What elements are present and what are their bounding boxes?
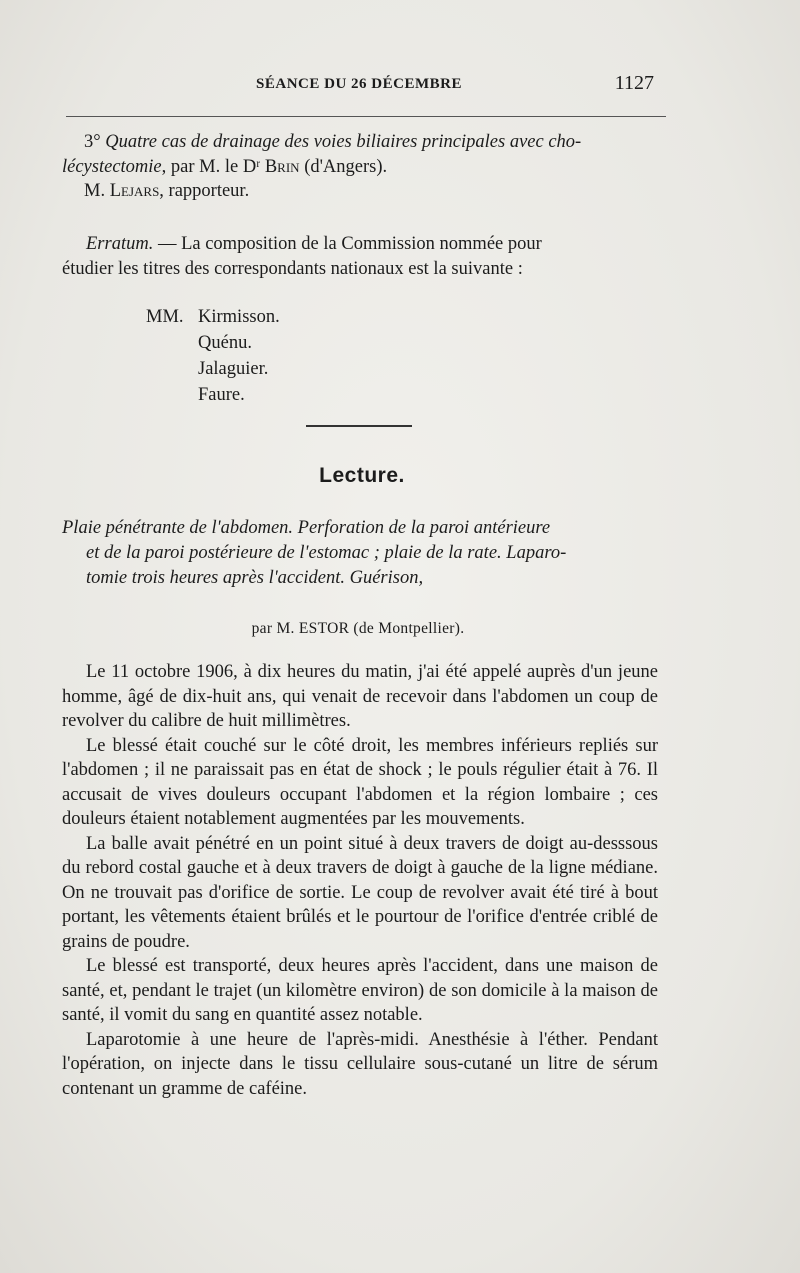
erratum-line-1 (62, 232, 658, 257)
item-title-cont: lécystectomie (62, 156, 162, 177)
section-title: Lecture. (319, 464, 405, 487)
header-rule (66, 116, 666, 117)
commission-row (146, 330, 280, 356)
item-number: 3° (84, 132, 101, 152)
item-author-place: (d'Angers). (299, 156, 388, 177)
item-title: Quatre cas de drainage des voies biliaires principales avec cho- (105, 132, 582, 152)
body-paragraph: Le 11 octobre 1906, à dix heures du matin, j'ai été appelé auprès d'un jeune homme, âgé de dix-huit ans, qui venait de recevoir dans l'abdomen un coup de revolver du calibre de huit millimètres. (62, 662, 658, 731)
item-3 (62, 130, 658, 204)
lecture-title-line: et de la paroi postérieure de l'estomac ; plaie de la rate. Laparo- (86, 543, 567, 563)
section-divider (306, 425, 412, 427)
rapporteur-suffix: , rapporteur. (159, 181, 250, 201)
running-title: SÉANCE DU 26 DÉCEMBRE (256, 76, 462, 92)
body-text (62, 660, 658, 1101)
lecture-title (62, 516, 658, 591)
rapporteur-name: Lejars (109, 181, 160, 201)
rapporteur-prefix: M. (84, 181, 110, 201)
commission-prefix: MM. (146, 307, 184, 327)
lecture-author: par M. ESTOR (de Montpellier). (251, 620, 465, 637)
body-paragraph: La balle avait pénétré en un point situé à deux travers de doigt au-desssous du rebord costal gauche et à deux travers de doigt à gauche de la ligne médiane. On ne trouvait pas d'orifice de sortie. Le coup de revolver avait été tiré à bout portant, les vêtements étaient brûlés et le pourtour de l'orifice d'entrée criblé de grains de poudre. (62, 833, 658, 952)
item-3-line-3 (62, 179, 658, 204)
body-paragraph: Le blessé est transporté, deux heures après l'accident, dans une maison de santé, et, pendant le trajet (un kilomètre environ) de son domicile à la maison de santé, il vomit du sang en quantité assez notable. (62, 956, 658, 1025)
body-paragraph: Laparotomie à une heure de l'après-midi. Anesthésie à l'éther. Pendant l'opération, on injecte dans le tissu cellulaire sous-cutané un litre de sérum contenant un gramme de caféine. (62, 1029, 658, 1099)
commission-row (146, 304, 280, 330)
item-3-line-1 (62, 130, 658, 155)
commission-member: Jalaguier. (198, 359, 269, 379)
commission-member: Faure. (198, 385, 245, 405)
item-author: Brin (264, 156, 300, 177)
commission-row (146, 382, 280, 408)
erratum (62, 232, 658, 281)
body-paragraph: Le blessé était couché sur le côté droit, les membres inférieurs repliés sur l'abdomen ; il ne paraissait pas en état de shock ; le pouls régulier était à 76. Il accusait de vives douleurs occupant l'abdomen et la région lombaire ; ces douleurs étaient notablement augmentées par les mouvements. (62, 735, 658, 829)
item-3-line-2 (62, 155, 658, 180)
lecture-title-line: tomie trois heures après l'accident. Guérison, (86, 568, 424, 588)
erratum-text-1: — La composition de la Commission nommée pour (153, 234, 542, 254)
commission-row (146, 356, 280, 382)
erratum-label: Erratum. (86, 234, 154, 254)
page-number: 1127 (614, 72, 654, 94)
item-byline: , par M. le Dʳ (161, 156, 265, 177)
running-header (64, 72, 654, 102)
erratum-line-2: étudier les titres des correspondants nationaux est la suivante : (62, 258, 523, 279)
commission-member: Kirmisson. (198, 307, 280, 327)
commission-member: Quénu. (198, 333, 252, 353)
lecture-title-line: Plaie pénétrante de l'abdomen. Perforation de la paroi antérieure (62, 518, 551, 538)
commission-list (146, 304, 280, 408)
